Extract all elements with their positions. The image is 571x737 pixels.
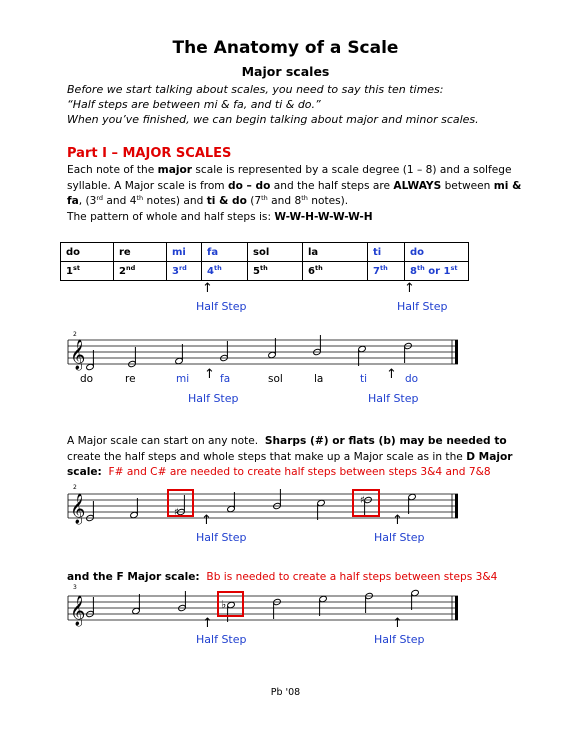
solfege-label: la — [314, 373, 324, 385]
scale-degree-table — [60, 242, 469, 281]
intro-block — [67, 82, 479, 127]
treble-clef-icon: 𝄞 — [70, 494, 86, 524]
solfege-label: ti — [360, 373, 368, 385]
table-cell: mi — [167, 243, 202, 262]
arrow-up-icon: ↑ — [392, 513, 403, 528]
table-cell: ti — [368, 243, 405, 262]
half-step-label: Half Step — [368, 392, 419, 405]
page-subtitle: Major scales — [241, 64, 330, 79]
intro-line: When you’ve finished, we can begin talking about major and minor scales. — [67, 113, 479, 126]
solfege-label: mi — [176, 373, 190, 385]
paragraph-line: scale: F# and C# are needed to create half steps between steps 3&4 and 7&8 — [67, 466, 491, 478]
table-cell: 1st — [61, 262, 114, 281]
paragraph-line: A Major scale can start on any note. Sharps (#) or flats (b) may be needed to — [67, 435, 507, 447]
intro-quote: “Half steps are between mi & fa, and ti & do.” — [67, 98, 321, 111]
arrow-up-icon: ↑ — [404, 281, 415, 296]
arrow-up-icon: ↑ — [386, 367, 397, 382]
sharp-icon: ♯ — [360, 495, 365, 506]
treble-clef-icon: 𝄞 — [70, 340, 86, 370]
f-major-line: and the F Major scale: Bb is needed to create a half steps between steps 3&4 — [67, 571, 498, 583]
half-step-label: Half Step — [374, 531, 425, 544]
paragraph-line: Each note of the major scale is represented by a scale degree (1 – 8) and a solfege — [67, 164, 512, 176]
table-cell: 2nd — [114, 262, 167, 281]
sharp-icon: ♯ — [174, 507, 179, 518]
half-step-label: Half Step — [397, 300, 448, 313]
table-cell: fa — [202, 243, 248, 262]
table-cell: 6th — [303, 262, 368, 281]
measure-number: 2 — [73, 484, 77, 491]
table-cell: 3rd — [167, 262, 202, 281]
half-step-label: Half Step — [196, 300, 247, 313]
table-cell: 5th — [248, 262, 303, 281]
staff-d-major — [64, 484, 464, 528]
intro-line: Before we start talking about scales, you need to say this ten times: — [67, 83, 444, 96]
treble-clef-icon: 𝄞 — [70, 596, 86, 626]
arrow-up-icon: ↑ — [204, 367, 215, 382]
solfege-label: do — [80, 373, 94, 385]
solfege-label: sol — [268, 373, 283, 385]
section2-paragraph — [67, 434, 527, 481]
table-row — [61, 243, 469, 262]
table-cell: do — [405, 243, 469, 262]
arrow-up-icon: ↑ — [202, 616, 213, 631]
paragraph-line: fa, (3rd and 4th notes) and ti & do (7th and 8th notes). — [67, 194, 349, 207]
measure-number: 3 — [73, 584, 77, 591]
paragraph-line: create the half steps and whole steps that make up a Major scale as in the D Major — [67, 450, 513, 463]
arrow-up-icon: ↑ — [392, 616, 403, 631]
table-row — [61, 262, 469, 281]
table-cell: 8th or 1st — [405, 262, 469, 281]
step-pattern: W-W-H-W-W-W-H — [274, 210, 373, 223]
table-cell: 4th — [202, 262, 248, 281]
major-scale-paragraph — [67, 163, 522, 225]
solfege-label: do — [405, 373, 419, 385]
paragraph-line: The pattern of whole and half steps is: W-W-H-W-W-W-H — [67, 210, 373, 223]
paragraph-line: syllable. A Major scale is from do – do and the half steps are ALWAYS between mi & — [67, 179, 522, 192]
measure-number: 2 — [73, 331, 77, 338]
flat-icon: ♭ — [221, 598, 227, 611]
part-heading: Part I – MAJOR SCALES — [67, 146, 232, 161]
table-cell: 7th — [368, 262, 405, 281]
staff-f-major — [64, 586, 464, 630]
table-cell: do — [61, 243, 114, 262]
table-cell: re — [114, 243, 167, 262]
arrow-up-icon: ↑ — [202, 281, 213, 296]
half-step-label: Half Step — [196, 633, 247, 646]
table-cell: sol — [248, 243, 303, 262]
footer-text: Pb '08 — [270, 687, 301, 698]
table-cell: la — [303, 243, 368, 262]
solfege-label: fa — [220, 373, 231, 385]
page-title: The Anatomy of a Scale — [172, 38, 399, 58]
staff-c-major — [64, 330, 464, 374]
half-step-label: Half Step — [196, 531, 247, 544]
solfege-label: re — [125, 373, 136, 385]
half-step-label: Half Step — [188, 392, 239, 405]
arrow-up-icon: ↑ — [201, 513, 212, 528]
half-step-label: Half Step — [374, 633, 425, 646]
